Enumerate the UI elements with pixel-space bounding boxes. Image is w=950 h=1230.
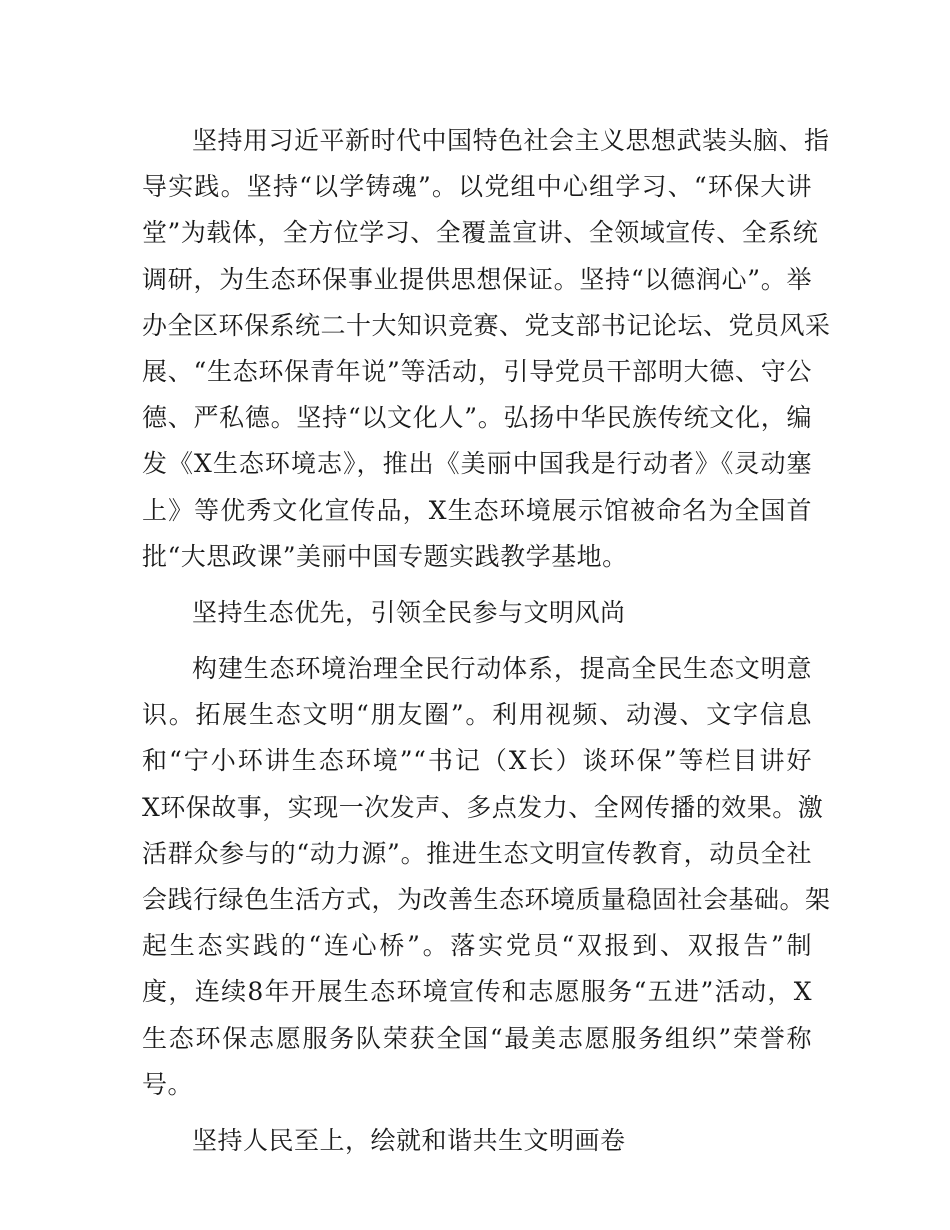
text-line: 德、严私德。坚持“以文化人”。弘扬中华民族传统文化，编 (142, 403, 812, 433)
text-line: 批“大思政课”美丽中国专题实践教学基地。 (142, 541, 628, 571)
text-line: 坚持用习近平新时代中国特色社会主义思想武装头脑、指 (192, 126, 830, 155)
text-line: 导实践。坚持“以学铸魂”。以党组中心组学习、“环保大讲 (142, 172, 812, 202)
paragraph-ideology (142, 118, 831, 580)
text-line: 生态环保志愿服务队荣获全国“最美志愿服务组织”荣誉称 (142, 1023, 812, 1053)
text-line: 起生态实践的“连心桥”。落实党员“双报到、双报告”制 (142, 931, 812, 961)
text-line: 和“宁小环讲生态环境”“书记（X长）谈环保”等栏目讲好 (142, 746, 812, 776)
text-line: 发《X生态环境志》，推出《美丽中国我是行动者》《灵动塞 (142, 449, 812, 479)
text-line: X环保故事，实现一次发声、多点发力、全网传播的效果。激 (142, 792, 824, 822)
text-line: 度，连续8年开展生态环境宣传和志愿服务“五进”活动，X (142, 977, 812, 1007)
document-page (142, 118, 831, 1174)
text-line: 识。拓展生态文明“朋友圈”。利用视频、动漫、文字信息 (142, 700, 812, 730)
text-line: 调研，为生态环保事业提供思想保证。坚持“以德润心”。举 (142, 264, 812, 294)
section-heading: 坚持生态优先，引领全民参与文明风尚 (192, 597, 626, 627)
section-heading: 坚持人民至上，绘就和谐共生文明画卷 (192, 1125, 626, 1155)
text-line: 上》等优秀文化宣传品，X生态环境展示馆被命名为全国首 (142, 495, 812, 525)
paragraph-public-participation (142, 646, 831, 1108)
text-line: 活群众参与的“动力源”。推进生态文明宣传教育，动员全社 (142, 838, 812, 868)
text-line: 构建生态环境治理全民行动体系，提高全民生态文明意 (192, 654, 812, 684)
text-line: 办全区环保系统二十大知识竞赛、党支部书记论坛、党员风采 (142, 310, 831, 340)
text-line: 展、“生态环保青年说”等活动，引导党员干部明大德、守公 (142, 356, 812, 386)
text-line: 号。 (142, 1069, 194, 1099)
text-line: 堂”为载体，全方位学习、全覆盖宣讲、全领域宣传、全系统 (142, 218, 819, 248)
text-line: 会践行绿色生活方式，为改善生态环境质量稳固社会基础。架 (142, 885, 831, 914)
